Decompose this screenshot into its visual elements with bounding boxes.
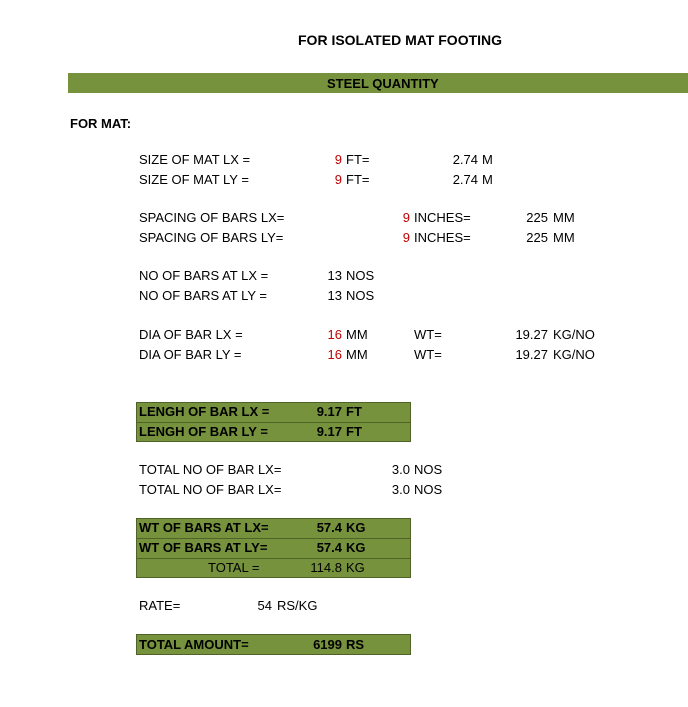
nos-lx-label: NO OF BARS AT LX = [139, 268, 269, 283]
spacing-lx-in: 9 [402, 210, 410, 225]
total-no-lx-unit: NOS [414, 462, 443, 477]
amount-unit: RS [346, 637, 365, 652]
length-lx-label: LENGH OF BAR LX = [139, 404, 270, 419]
length-lx-unit: FT [346, 404, 362, 419]
wt-ly-value: 57.4 [316, 540, 342, 555]
total-no-lx-label: TOTAL NO OF BAR LX= [139, 462, 282, 477]
dia-ly-wt-value: 19.27 [515, 347, 548, 362]
wt-lx-label: WT OF BARS AT LX= [139, 520, 269, 535]
spacing-lx-in-unit: INCHES= [414, 210, 471, 225]
size-lx-m-unit: M [482, 152, 493, 167]
dia-lx-label: DIA OF BAR LX = [139, 327, 243, 342]
size-lx-m: 2.74 [452, 152, 478, 167]
total-label: TOTAL = [208, 560, 260, 575]
amount-label: TOTAL AMOUNT= [139, 637, 249, 652]
size-ly-label: SIZE OF MAT LY = [139, 172, 249, 187]
size-ly-m: 2.74 [452, 172, 478, 187]
rate-value: 54 [257, 598, 272, 613]
spacing-ly-mm-unit: MM [553, 230, 575, 245]
spacing-ly-label: SPACING OF BARS LY= [139, 230, 284, 245]
spacing-lx-mm-unit: MM [553, 210, 575, 225]
dia-ly-wt-unit: KG/NO [553, 347, 595, 362]
nos-ly-value: 13 [327, 288, 342, 303]
size-lx-label: SIZE OF MAT LX = [139, 152, 251, 167]
wt-ly-unit: KG [346, 540, 366, 555]
dia-lx-wt-unit: KG/NO [553, 327, 595, 342]
rate-label: RATE= [139, 598, 181, 613]
amount-value: 6199 [313, 637, 342, 652]
nos-lx-unit: NOS [346, 268, 375, 283]
total-no-ly-label: TOTAL NO OF BAR LX= [139, 482, 282, 497]
length-lx-value: 9.17 [316, 404, 342, 419]
size-ly-m-unit: M [482, 172, 493, 187]
spacing-ly-mm: 225 [526, 230, 548, 245]
dia-lx-unit: MM [346, 327, 368, 342]
wt-lx-unit: KG [346, 520, 366, 535]
total-no-lx-value: 3.0 [391, 462, 410, 477]
size-ly-ft-unit: FT= [346, 172, 370, 187]
spacing-lx-mm: 225 [526, 210, 548, 225]
wt-lx-value: 57.4 [316, 520, 342, 535]
page-title: FOR ISOLATED MAT FOOTING [298, 32, 503, 48]
nos-ly-unit: NOS [346, 288, 375, 303]
wt-ly-label: WT OF BARS AT LY= [139, 540, 268, 555]
length-ly-unit: FT [346, 424, 362, 439]
length-ly-value: 9.17 [316, 424, 342, 439]
spacing-lx-label: SPACING OF BARS LX= [139, 210, 285, 225]
dia-ly-wt-label: WT= [414, 347, 442, 362]
size-lx-ft: 9 [334, 152, 342, 167]
dia-ly-unit: MM [346, 347, 368, 362]
total-no-ly-unit: NOS [414, 482, 443, 497]
spacing-ly-in-unit: INCHES= [414, 230, 471, 245]
total-no-ly-value: 3.0 [391, 482, 410, 497]
dia-ly-value: 16 [327, 347, 342, 362]
rate-unit: RS/KG [277, 598, 318, 613]
size-lx-ft-unit: FT= [346, 152, 370, 167]
spacing-ly-in: 9 [402, 230, 410, 245]
dia-lx-value: 16 [327, 327, 342, 342]
nos-lx-value: 13 [327, 268, 342, 283]
dia-ly-label: DIA OF BAR LY = [139, 347, 242, 362]
total-unit: KG [346, 560, 365, 575]
nos-ly-label: NO OF BARS AT LY = [139, 288, 268, 303]
dia-lx-wt-label: WT= [414, 327, 442, 342]
section-header: STEEL QUANTITY [327, 76, 439, 91]
total-value: 114.8 [310, 560, 342, 575]
size-ly-ft: 9 [334, 172, 342, 187]
subtitle: FOR MAT: [70, 116, 132, 131]
length-ly-label: LENGH OF BAR LY = [139, 424, 268, 439]
dia-lx-wt-value: 19.27 [515, 327, 548, 342]
